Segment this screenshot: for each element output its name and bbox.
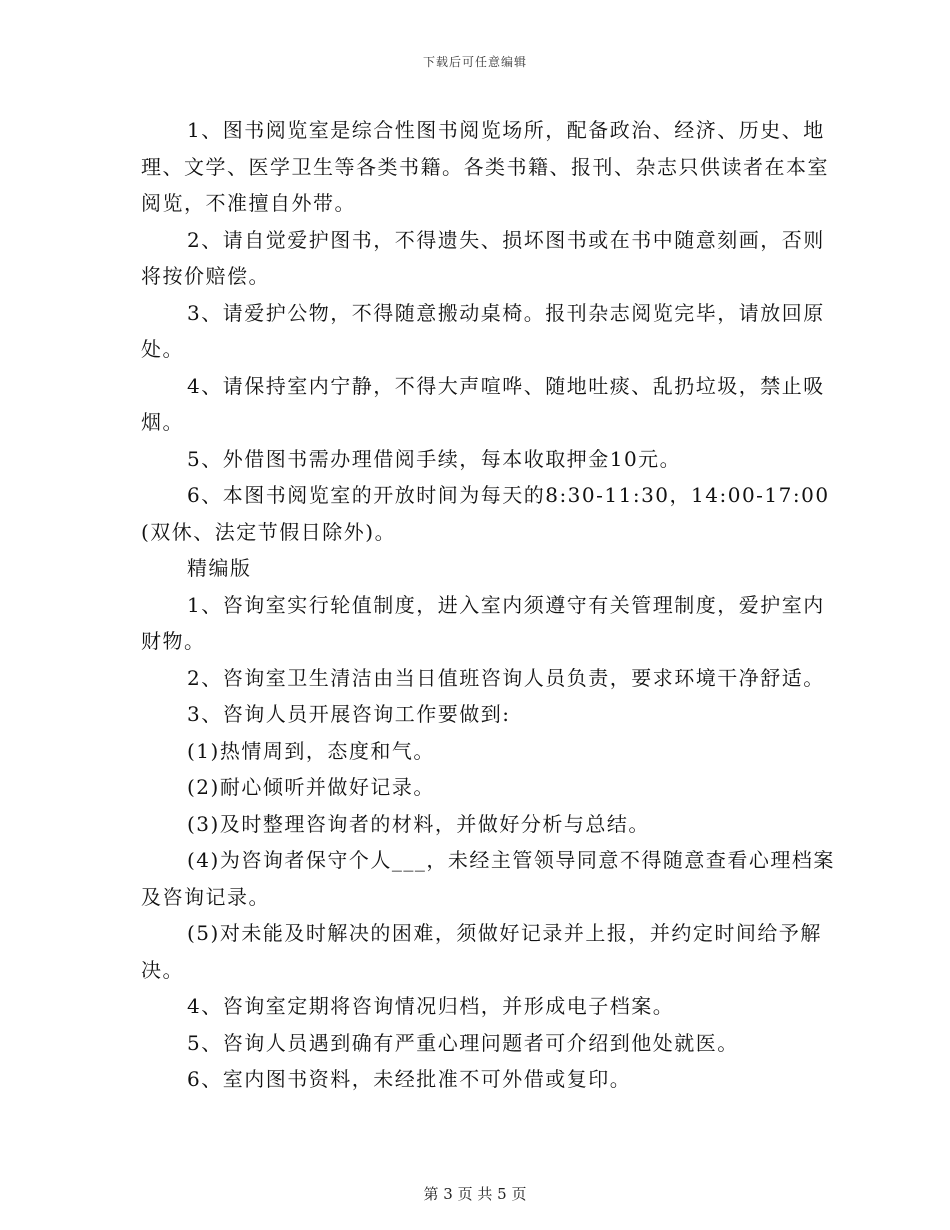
- paragraph-library-rule-1: 1、图书阅览室是综合性图书阅览场所，配备政治、经济、历史、地理、文学、医学卫生等各类书籍。各类书籍、报刊、杂志只供读者在本室阅览，不准擅自外带。: [141, 118, 829, 215]
- paragraph-consult-sub-4: (4)为咨询者保守个人___，未经主管领导同意不得随意查看心理档案及咨询记录。: [141, 848, 835, 909]
- paragraph-consult-rule-6: 6、室内图书资料，未经批准不可外借或复印。: [187, 1067, 632, 1091]
- paragraph-consult-rule-5: 5、咨询人员遇到确有严重心理问题者可介绍到他处就医。: [187, 1030, 739, 1055]
- paragraph-consult-rule-3: 3、咨询人员开展咨询工作要做到:: [187, 702, 511, 726]
- section-heading: 精编版: [187, 556, 252, 580]
- paragraph-library-rule-2: 2、请自觉爱护图书，不得遗失、损坏图书或在书中随意刻画，否则将按价赔偿。: [141, 227, 825, 288]
- paragraph-consult-sub-2: (2)耐心倾听并做好记录。: [187, 775, 435, 799]
- paragraph-library-rule-3: 3、请爱护公物，不得随意搬动桌椅。报刊杂志阅览完毕，请放回原处。: [141, 300, 825, 361]
- paragraph-consult-rule-4: 4、咨询室定期将咨询情况归档，并形成电子档案。: [187, 994, 675, 1018]
- document-body: [141, 112, 841, 1098]
- paragraph-library-rule-4: 4、请保持室内宁静，不得大声喧哗、随地吐痰、乱扔垃圾，禁止吸烟。: [141, 373, 825, 434]
- paragraph-consult-sub-1: (1)热情周到，态度和气。: [187, 738, 435, 763]
- page-footer: 第 3 页 共 5 页: [423, 1185, 527, 1203]
- paragraph-consult-rule-2: 2、咨询室卫生清洁由当日值班咨询人员负责，要求环境干净舒适。: [187, 665, 825, 690]
- paragraph-consult-rule-1: 1、咨询室实行轮值制度，进入室内须遵守有关管理制度，爱护室内财物。: [141, 592, 825, 653]
- paragraph-library-rule-5: 5、外借图书需办理借阅手续，每本收取押金10元。: [187, 446, 682, 471]
- paragraph-consult-sub-5: (5)对未能及时解决的困难，须做好记录并上报，并约定时间给予解决。: [141, 921, 822, 982]
- page-header: 下载后可任意编辑: [422, 55, 527, 69]
- paragraph-consult-sub-3: (3)及时整理咨询者的材料，并做好分析与总结。: [187, 811, 650, 836]
- paragraph-library-rule-6: 6、本图书阅览室的开放时间为每天的8:30-11:30，14:00-17:00(双休、法定节假日除外)。: [141, 483, 830, 544]
